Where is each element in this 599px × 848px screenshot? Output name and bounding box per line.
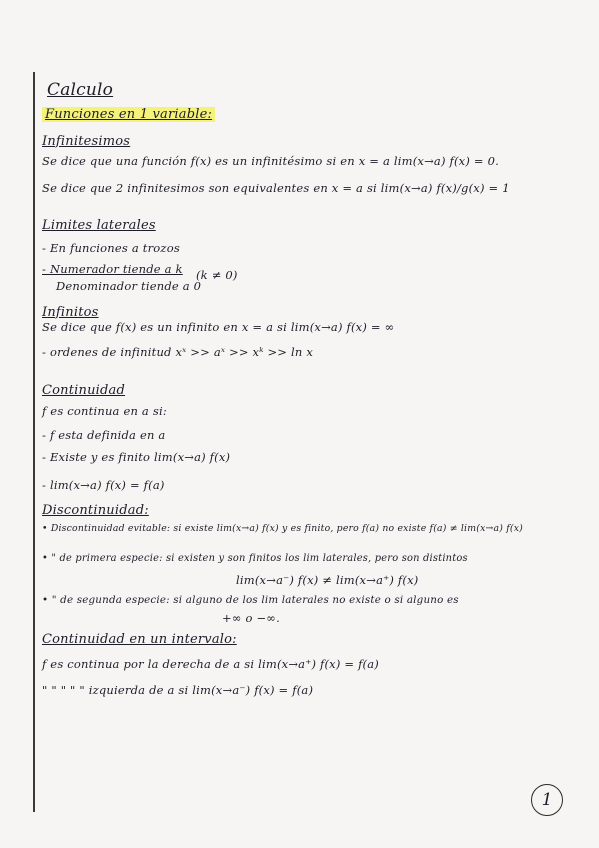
infinitesimos-line-2: Se dice que 2 infinitesimos son equivalentes en x = a si lim(x→a) f(x)/g(x) = 1 <box>42 181 510 195</box>
discontinuidad-line-5: +∞ o −∞. <box>222 611 280 625</box>
heading-infinitos: Infinitos <box>42 305 99 320</box>
section-title <box>42 107 215 122</box>
heading-discontinuidad: Discontinuidad: <box>42 503 149 518</box>
heading-limites-laterales: Limites laterales <box>42 218 156 233</box>
infinitos-line-2: - ordenes de infinitud xˣ >> aˣ >> xᵏ >> ln x <box>42 345 314 359</box>
heading-continuidad: Continuidad <box>42 383 126 398</box>
continuidad-line-1: f es continua en a si: <box>42 404 167 418</box>
discontinuidad-line-2: • " de primera especie: si existen y son finitos los lim laterales, pero son distintos <box>42 553 468 564</box>
discontinuidad-line-1: • Discontinuidad evitable: si existe lim(x→a) f(x) y es finito, pero f(a) no existe f(a) ≠ lim(x→a) f(x) <box>42 523 523 534</box>
limites-item-1: - En funciones a trozos <box>42 241 180 255</box>
continuidad-line-4: - lim(x→a) f(x) = f(a) <box>42 478 165 492</box>
heading-infinitesimos: Infinitesimos <box>42 134 131 149</box>
limites-denominador: Denominador tiende a 0 <box>56 279 202 293</box>
infinitos-line-1: Se dice que f(x) es un infinito en x = a si lim(x→a) f(x) = ∞ <box>42 320 395 334</box>
heading-continuidad-intervalo: Continuidad en un intervalo: <box>42 632 237 647</box>
discontinuidad-line-4: • " de segunda especie: si alguno de los lim laterales no existe o si alguno es <box>42 594 459 606</box>
page-number: 1 <box>531 784 563 816</box>
limites-condicion: (k ≠ 0) <box>196 268 238 282</box>
section-highlight: Funciones en 1 variable: <box>42 107 215 122</box>
page-title: Calculo <box>47 80 114 100</box>
continuidad-line-2: - f esta definida en a <box>42 428 166 442</box>
limites-numerador: - Numerador tiende a k <box>42 262 183 276</box>
infinitesimos-line-1: Se dice que una función f(x) es un infinitésimo si en x = a lim(x→a) f(x) = 0. <box>42 154 499 168</box>
discontinuidad-line-3: lim(x→a⁻) f(x) ≠ lim(x→a⁺) f(x) <box>236 573 419 587</box>
continuidad-line-3: - Existe y es finito lim(x→a) f(x) <box>42 450 231 464</box>
intervalo-line-1: f es continua por la derecha de a si lim(x→a⁺) f(x) = f(a) <box>42 657 379 671</box>
margin-line <box>33 72 35 812</box>
intervalo-line-2: " " " " " izquierda de a si lim(x→a⁻) f(x) = f(a) <box>42 683 314 697</box>
